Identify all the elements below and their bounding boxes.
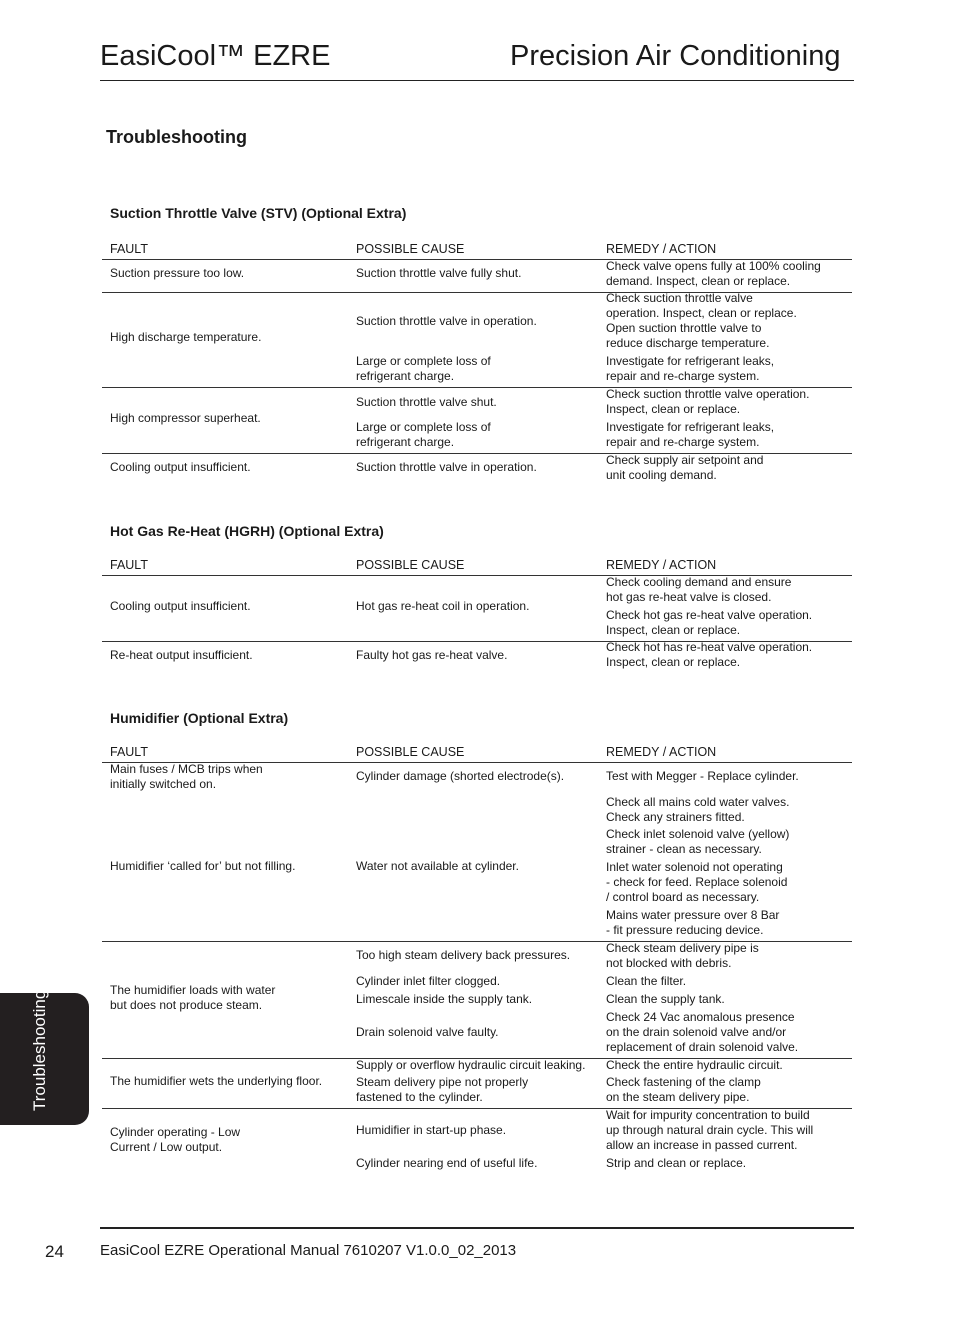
hgrh-r2-remedy: Check hot has re-heat valve operation. Inspect, clean or replace. bbox=[606, 640, 813, 669]
hum-r3-remedy3: Clean the supply tank. bbox=[606, 992, 725, 1006]
stv-r1-fault: Suction pressure too low. bbox=[110, 266, 245, 280]
hum-r4-cause2: Steam delivery pipe not properly fastened to the cylinder. bbox=[356, 1075, 529, 1104]
side-tab-label: Troubleshooting bbox=[30, 989, 49, 1111]
hgrh-header-fault: FAULT bbox=[110, 558, 148, 572]
hum-r2-fault: Humidifier ‘called for’ but not filling. bbox=[110, 859, 296, 873]
hgrh-r1-remedy1: Check cooling demand and ensure hot gas re-heat valve is closed. bbox=[606, 575, 792, 604]
hgrh-header-cause: POSSIBLE CAUSE bbox=[356, 558, 465, 572]
hum-r3-fault: The humidifier loads with water but does not produce steam. bbox=[110, 983, 276, 1012]
page-number: 24 bbox=[45, 1242, 64, 1261]
hum-r4-remedy1: Check the entire hydraulic circuit. bbox=[606, 1058, 783, 1072]
hum-r3-cause3: Limescale inside the supply tank. bbox=[356, 992, 533, 1006]
header-title-left: EasiCool™ EZRE bbox=[100, 40, 331, 72]
stv-r4-fault: Cooling output insufficient. bbox=[110, 460, 251, 474]
hgrh-header-remedy: REMEDY / ACTION bbox=[606, 558, 717, 572]
header-title-right: Precision Air Conditioning bbox=[510, 40, 841, 72]
hum-r3-cause1: Too high steam delivery back pressures. bbox=[356, 948, 571, 962]
stv-r1-remedy: Check valve opens fully at 100% cooling demand. Inspect, clean or replace. bbox=[606, 259, 821, 288]
stv-r2-fault: High discharge temperature. bbox=[110, 330, 262, 344]
hum-r3-remedy4: Check 24 Vac anomalous presence on the drain solenoid valve and/or replacement of drain solenoid valve. bbox=[606, 1010, 799, 1054]
hum-r4-fault: The humidifier wets the underlying floor. bbox=[110, 1074, 323, 1088]
stv-r2-cause1: Suction throttle valve in operation. bbox=[356, 314, 537, 328]
footer-text: EasiCool EZRE Operational Manual 7610207 V1.0.0_02_2013 bbox=[100, 1242, 517, 1259]
hum-r3-cause2: Cylinder inlet filter clogged. bbox=[356, 974, 501, 988]
stv-header-fault: FAULT bbox=[110, 242, 148, 256]
stv-r4-cause: Suction throttle valve in operation. bbox=[356, 460, 537, 474]
hgrh-r1-cause: Hot gas re-heat coil in operation. bbox=[356, 599, 530, 613]
hum-r5-remedy2: Strip and clean or replace. bbox=[606, 1156, 747, 1170]
header-divider bbox=[100, 80, 854, 81]
hum-r4-remedy2: Check fastening of the clamp on the steam delivery pipe. bbox=[606, 1075, 761, 1104]
hgrh-table-title: Hot Gas Re-Heat (HGRH) (Optional Extra) bbox=[110, 523, 384, 539]
hgrh-r2-cause: Faulty hot gas re-heat valve. bbox=[356, 648, 508, 662]
hum-header-cause: POSSIBLE CAUSE bbox=[356, 745, 465, 759]
section-title: Troubleshooting bbox=[106, 127, 247, 147]
hum-r1-remedy: Test with Megger - Replace cylinder. bbox=[606, 769, 799, 783]
hum-r2-remedy2: Check inlet solenoid valve (yellow) strainer - clean as necessary. bbox=[606, 827, 790, 856]
hum-r5-remedy1: Wait for impurity concentration to build up through natural drain cycle. This will allow an increase in passed current. bbox=[606, 1108, 814, 1152]
hum-r2-cause: Water not available at cylinder. bbox=[356, 859, 519, 873]
side-section-tab bbox=[0, 989, 89, 1125]
hum-r2-remedy3: Inlet water solenoid not operating - check for feed. Replace solenoid / control board as necessary. bbox=[606, 860, 788, 904]
stv-header-cause: POSSIBLE CAUSE bbox=[356, 242, 465, 256]
hum-header-fault: FAULT bbox=[110, 745, 148, 759]
hgrh-r1-fault: Cooling output insufficient. bbox=[110, 599, 251, 613]
stv-r3-cause2: Large or complete loss of refrigerant charge. bbox=[356, 420, 491, 449]
hgrh-r2-fault: Re-heat output insufficient. bbox=[110, 648, 253, 662]
hum-r5-cause2: Cylinder nearing end of useful life. bbox=[356, 1156, 538, 1170]
hum-r3-remedy2: Clean the filter. bbox=[606, 974, 687, 988]
stv-r3-cause1: Suction throttle valve shut. bbox=[356, 395, 497, 409]
stv-r2-remedy1: Check suction throttle valve operation. Inspect, clean or replace. Open suction throttle valve to reduce discharge temperature. bbox=[606, 291, 797, 350]
hum-r3-cause4: Drain solenoid valve faulty. bbox=[356, 1025, 499, 1039]
stv-header-remedy: REMEDY / ACTION bbox=[606, 242, 717, 256]
stv-r2-remedy2: Investigate for refrigerant leaks, repair and re-charge system. bbox=[606, 354, 775, 383]
hum-r2-remedy4: Mains water pressure over 8 Bar - fit pressure reducing device. bbox=[606, 908, 780, 937]
stv-r4-remedy: Check supply air setpoint and unit cooling demand. bbox=[606, 453, 764, 482]
stv-r1-cause: Suction throttle valve fully shut. bbox=[356, 266, 522, 280]
stv-r2-cause2: Large or complete loss of refrigerant charge. bbox=[356, 354, 491, 383]
hum-r1-fault: Main fuses / MCB trips when initially switched on. bbox=[110, 762, 263, 791]
stv-r3-fault: High compressor superheat. bbox=[110, 411, 261, 425]
hum-r4-cause1: Supply or overflow hydraulic circuit leaking. bbox=[356, 1058, 586, 1072]
hum-r5-cause1: Humidifier in start-up phase. bbox=[356, 1123, 507, 1137]
footer-divider bbox=[100, 1227, 854, 1229]
hum-r3-remedy1: Check steam delivery pipe is not blocked with debris. bbox=[606, 941, 759, 970]
hum-table-title: Humidifier (Optional Extra) bbox=[110, 710, 289, 726]
stv-table-title: Suction Throttle Valve (STV) (Optional Extra) bbox=[110, 205, 407, 221]
stv-r3-remedy2: Investigate for refrigerant leaks, repair and re-charge system. bbox=[606, 420, 775, 449]
hum-r5-fault: Cylinder operating - Low Current / Low output. bbox=[110, 1125, 241, 1154]
hum-r1-cause: Cylinder damage (shorted electrode(s). bbox=[356, 769, 565, 783]
hum-header-remedy: REMEDY / ACTION bbox=[606, 745, 717, 759]
stv-r3-remedy1: Check suction throttle valve operation. Inspect, clean or replace. bbox=[606, 387, 810, 416]
hgrh-r1-remedy2: Check hot gas re-heat valve operation. Inspect, clean or replace. bbox=[606, 608, 813, 637]
hum-r2-remedy1: Check all mains cold water valves. Check any strainers fitted. bbox=[606, 795, 790, 824]
